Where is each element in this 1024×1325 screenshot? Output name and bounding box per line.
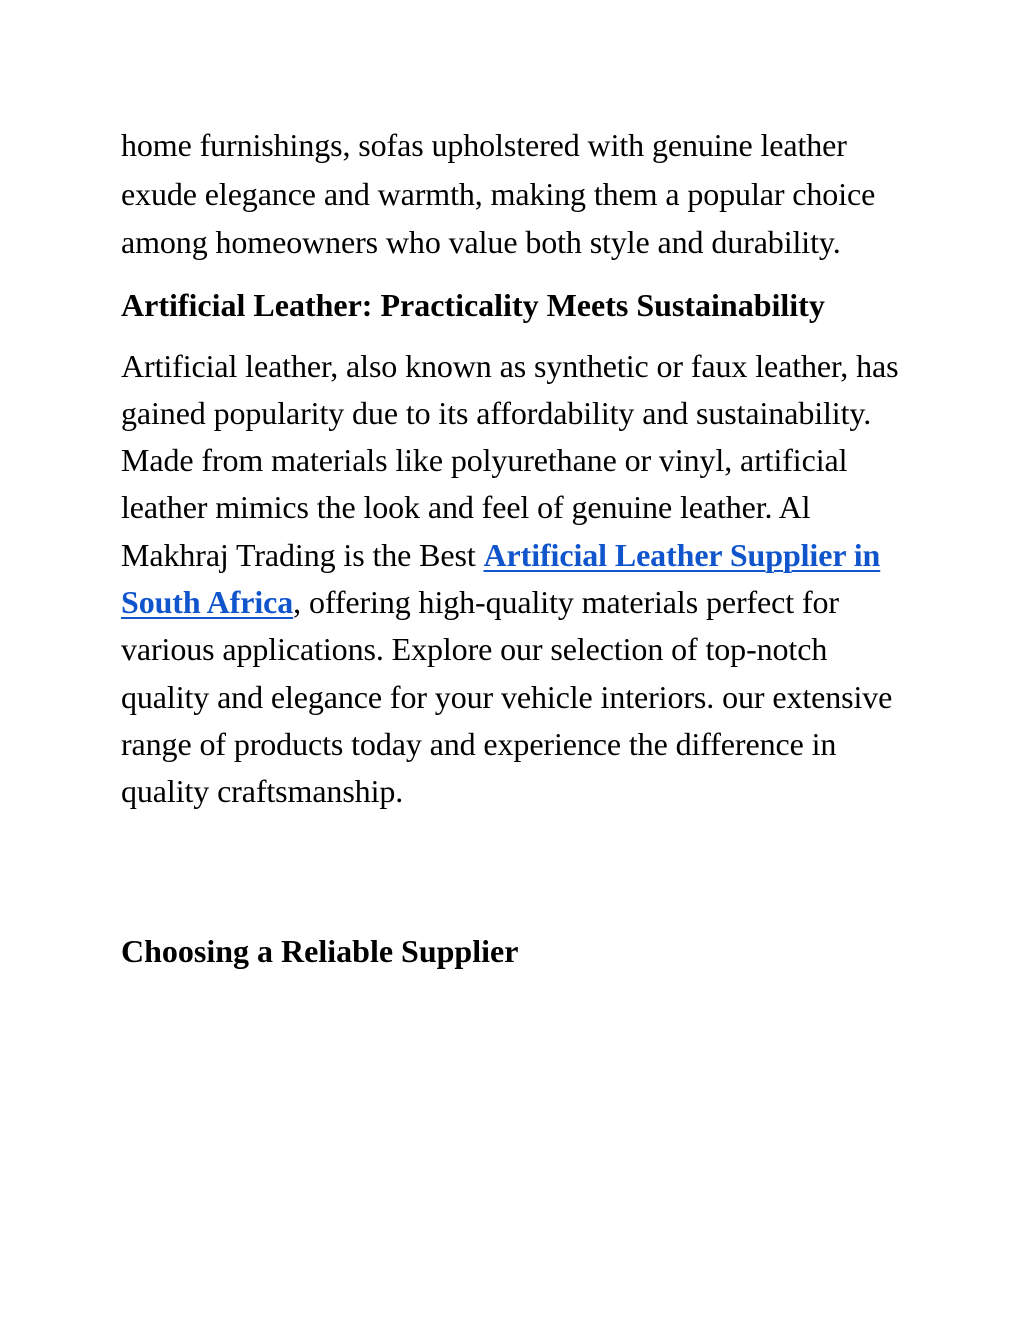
artificial-leather-paragraph bbox=[121, 343, 921, 816]
reliable-supplier-heading: Choosing a Reliable Supplier bbox=[121, 933, 519, 970]
paragraph-text-before-link: Artificial leather, also known as synthetic or faux leather, has gained popularity due to its affordability and sustainability. Made from materials like polyurethane or vinyl, artificial leather mimics the look and feel of genuine leather. Al Makhraj Trading is the Best bbox=[121, 347, 899, 573]
artificial-leather-heading: Artificial Leather: Practicality Meets Sustainability bbox=[121, 286, 825, 323]
artificial-leather-supplier-link[interactable]: Artificial Leather Supplier in South Africa bbox=[121, 536, 881, 620]
intro-paragraph: home furnishings, sofas upholstered with genuine leather exude elegance and warmth, making them a popular choice among homeowners who value both style and durability. bbox=[121, 127, 876, 260]
document-page bbox=[121, 121, 921, 975]
paragraph-text-after-link: , offering high-quality materials perfect for various applications. Explore our selection of top-notch quality and elegance for your vehicle interiors. our extensive range of products today and experience the difference in quality craftsmanship. bbox=[121, 583, 893, 810]
